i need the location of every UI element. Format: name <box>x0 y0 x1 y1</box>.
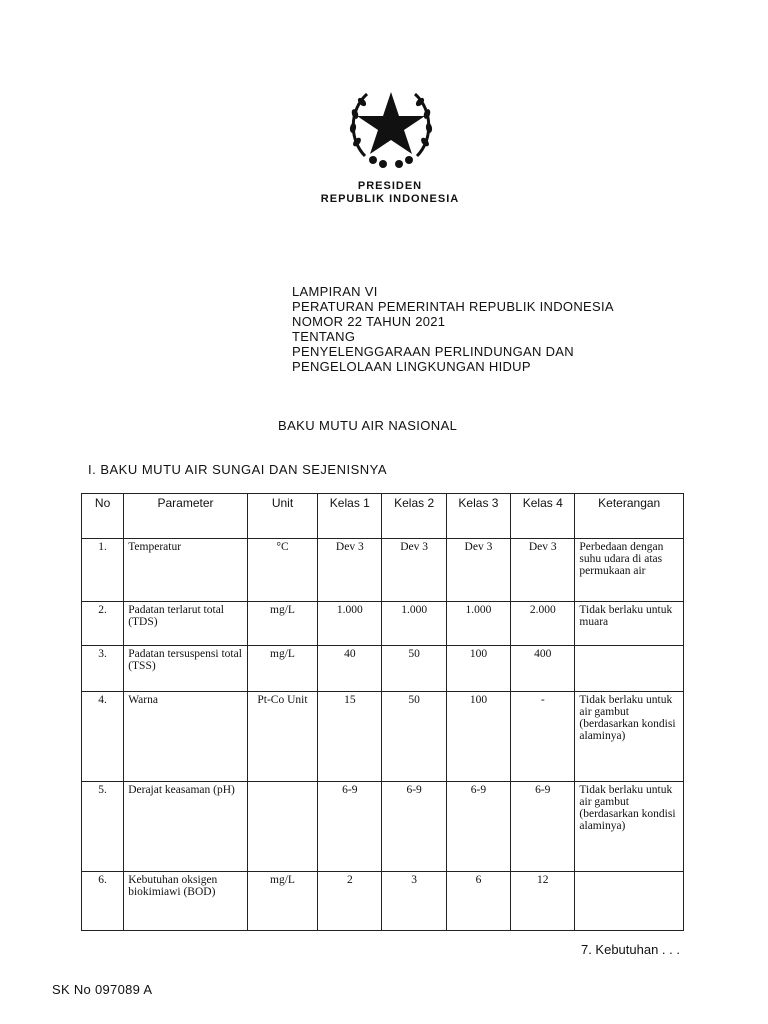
cell-kelas-3: 6 <box>446 872 510 931</box>
cell-keterangan: Tidak berlaku untuk muara <box>575 602 684 646</box>
cell-unit: mg/L <box>247 872 317 931</box>
lampiran-block <box>292 284 614 374</box>
baku-mutu-table <box>81 493 684 931</box>
section-title: I. BAKU MUTU AIR SUNGAI DAN SEJENISNYA <box>88 462 388 477</box>
header-kelas-4: Kelas 4 <box>511 494 575 539</box>
cell-parameter: Temperatur <box>124 539 248 602</box>
letterhead-line-2: REPUBLIK INDONESIA <box>320 193 460 205</box>
table-row <box>82 646 684 692</box>
cell-unit: °C <box>247 539 317 602</box>
header-kelas-2: Kelas 2 <box>382 494 446 539</box>
cell-parameter: Warna <box>124 692 248 782</box>
header-parameter: Parameter <box>124 494 248 539</box>
cell-kelas-2: 1.000 <box>382 602 446 646</box>
cell-unit: mg/L <box>247 646 317 692</box>
garuda-emblem-icon <box>343 78 439 174</box>
cell-kelas-1: 2 <box>318 872 382 931</box>
cell-unit: mg/L <box>247 602 317 646</box>
cell-kelas-3: 100 <box>446 646 510 692</box>
page-heading: BAKU MUTU AIR NASIONAL <box>278 418 458 433</box>
cell-kelas-2: Dev 3 <box>382 539 446 602</box>
cell-keterangan: Tidak berlaku untuk air gambut (berdasarkan kondisi alaminya) <box>575 692 684 782</box>
cell-kelas-2: 3 <box>382 872 446 931</box>
cell-kelas-2: 50 <box>382 692 446 782</box>
cell-kelas-3: 1.000 <box>446 602 510 646</box>
cell-no: 1. <box>82 539 124 602</box>
cell-kelas-1: Dev 3 <box>318 539 382 602</box>
header-kelas-3: Kelas 3 <box>446 494 510 539</box>
lampiran-line-3: NOMOR 22 TAHUN 2021 <box>292 314 446 329</box>
cell-no: 2. <box>82 602 124 646</box>
baku-mutu-table-container <box>81 493 684 931</box>
table-row <box>82 692 684 782</box>
cell-no: 4. <box>82 692 124 782</box>
letterhead-line-1: PRESIDEN <box>357 180 423 192</box>
cell-keterangan <box>575 872 684 931</box>
cell-kelas-4: 400 <box>511 646 575 692</box>
cell-kelas-4: Dev 3 <box>511 539 575 602</box>
cell-no: 5. <box>82 782 124 872</box>
cell-kelas-2: 50 <box>382 646 446 692</box>
cell-kelas-3: 100 <box>446 692 510 782</box>
cell-kelas-3: 6-9 <box>446 782 510 872</box>
lampiran-line-4: TENTANG <box>292 329 356 344</box>
cell-kelas-4: - <box>511 692 575 782</box>
next-page-indicator: 7. Kebutuhan . . . <box>580 942 680 957</box>
lampiran-line-5: PENYELENGGARAAN PERLINDUNGAN DAN <box>292 344 574 359</box>
cell-parameter: Padatan terlarut total (TDS) <box>124 602 248 646</box>
cell-kelas-4: 2.000 <box>511 602 575 646</box>
cell-unit: Pt-Co Unit <box>247 692 317 782</box>
table-row <box>82 539 684 602</box>
cell-kelas-1: 40 <box>318 646 382 692</box>
header-no: No <box>82 494 124 539</box>
cell-keterangan: Perbedaan dengan suhu udara di atas permukaan air <box>575 539 684 602</box>
document-code: SK No 097089 A <box>52 982 153 997</box>
table-row <box>82 872 684 931</box>
cell-kelas-3: Dev 3 <box>446 539 510 602</box>
cell-kelas-1: 6-9 <box>318 782 382 872</box>
letterhead <box>300 180 480 206</box>
header-kelas-1: Kelas 1 <box>318 494 382 539</box>
cell-parameter: Padatan tersuspensi total (TSS) <box>124 646 248 692</box>
cell-kelas-4: 6-9 <box>511 782 575 872</box>
table-row <box>82 602 684 646</box>
cell-no: 3. <box>82 646 124 692</box>
cell-kelas-2: 6-9 <box>382 782 446 872</box>
cell-kelas-4: 12 <box>511 872 575 931</box>
cell-keterangan: Tidak berlaku untuk air gambut (berdasarkan kondisi alaminya) <box>575 782 684 872</box>
header-keterangan: Keterangan <box>575 494 684 539</box>
lampiran-line-6: PENGELOLAAN LINGKUNGAN HIDUP <box>292 359 531 374</box>
header-unit: Unit <box>247 494 317 539</box>
cell-kelas-1: 15 <box>318 692 382 782</box>
cell-parameter: Derajat keasaman (pH) <box>124 782 248 872</box>
cell-unit <box>247 782 317 872</box>
lampiran-line-2: PERATURAN PEMERINTAH REPUBLIK INDONESIA <box>292 299 614 314</box>
cell-parameter: Kebutuhan oksigen biokimiawi (BOD) <box>124 872 248 931</box>
lampiran-line-1: LAMPIRAN VI <box>292 284 378 299</box>
table-row <box>82 782 684 872</box>
table-header-row <box>82 494 684 539</box>
cell-no: 6. <box>82 872 124 931</box>
cell-keterangan <box>575 646 684 692</box>
cell-kelas-1: 1.000 <box>318 602 382 646</box>
